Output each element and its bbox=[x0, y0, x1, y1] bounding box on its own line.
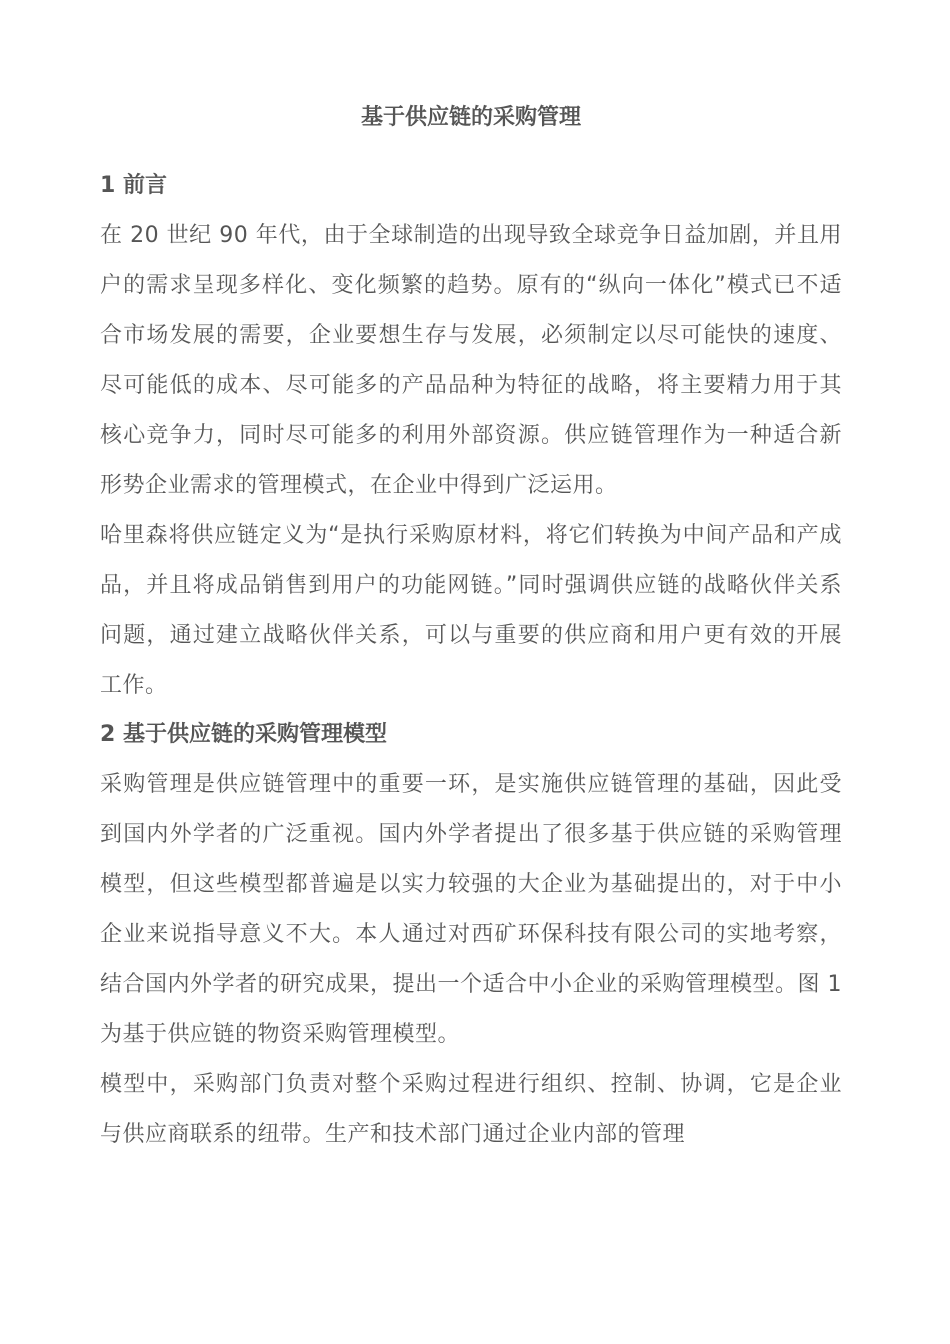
paragraph: 哈里森将供应链定义为“是执行采购原材料，将它们转换为中间产品和产成品，并且将成品销售到用户的功能网链。”同时强调供应链的战略伙伴关系问题，通过建立战略伙伴关系，可以与重要的供应商和用户更有效的开展工作。 bbox=[100, 523, 842, 698]
paragraph: 模型中，采购部门负责对整个采购过程进行组织、控制、协调，它是企业与供应商联系的纽带。生产和技术部门通过企业内部的管理 bbox=[100, 1072, 842, 1147]
section-introduction bbox=[100, 166, 842, 711]
document-page bbox=[100, 100, 842, 1160]
document-title: 基于供应链的采购管理 bbox=[360, 105, 581, 130]
section-heading: 1 前言 bbox=[100, 173, 167, 198]
paragraph: 采购管理是供应链管理中的重要一环，是实施供应链管理的基础，因此受到国内外学者的广泛重视。国内外学者提出了很多基于供应链的采购管理模型，但这些模型都普遍是以实力较强的大企业为基础提出的，对于中小企业来说指导意义不大。本人通过对西矿环保科技有限公司的实地考察，结合国内外学者的研究成果，提出一个适合中小企业的采购管理模型。图 1 为基于供应链的物资采购管理模型。 bbox=[100, 772, 842, 1047]
section-heading: 2 基于供应链的采购管理模型 bbox=[100, 722, 387, 747]
section-procurement-model bbox=[100, 715, 842, 1160]
paragraph: 在 20 世纪 90 年代，由于全球制造的出现导致全球竞争日益加剧，并且用户的需求呈现多样化、变化频繁的趋势。原有的“纵向一体化”模式已不适合市场发展的需要，企业要想生存与发展，必须制定以尽可能快的速度、尽可能低的成本、尽可能多的产品品种为特征的战略，将主要精力用于其核心竞争力，同时尽可能多的利用外部资源。供应链管理作为一种适合新形势企业需求的管理模式，在企业中得到广泛运用。 bbox=[100, 223, 842, 498]
